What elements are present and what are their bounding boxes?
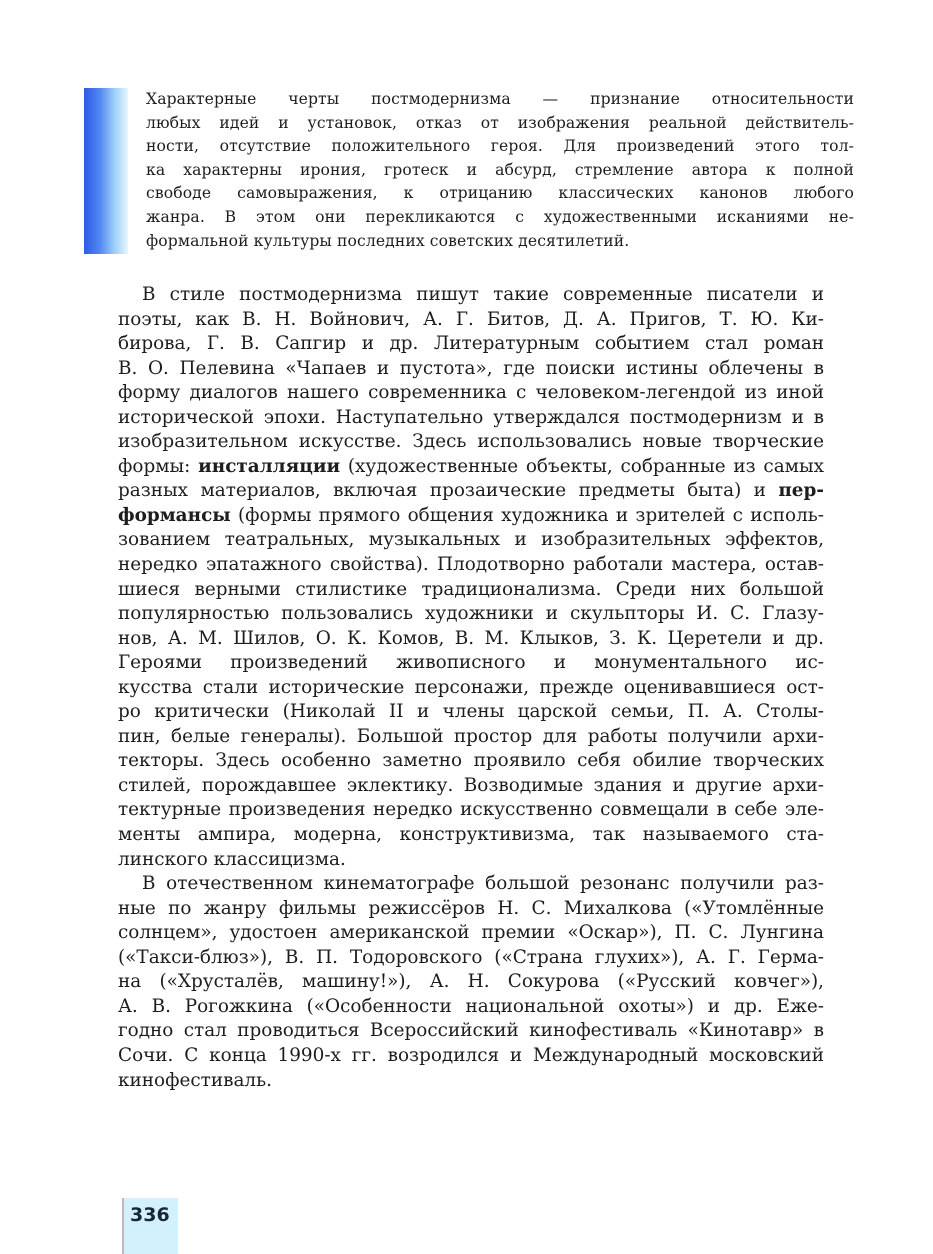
text-line xyxy=(118,308,824,333)
text-segment: ные по жанру фильмы режиссёров Н. С. Михалкова («Утомлённые xyxy=(118,897,824,919)
text-segment: изобразительном искусстве. Здесь использовались новые творческие xyxy=(118,431,824,453)
text-segment: кинофестиваль. xyxy=(118,1069,272,1091)
text-line xyxy=(118,946,824,971)
text-line xyxy=(118,455,824,480)
text-segment: линского классицизма. xyxy=(118,848,346,870)
text-segment: (художественные объекты, собранные из самых xyxy=(340,455,824,477)
text-segment: В стиле постмодернизма пишут такие современные писатели и xyxy=(142,284,824,305)
text-line xyxy=(118,700,824,725)
note-line: Характерные черты постмодернизма — признание относительности xyxy=(146,90,854,108)
note-line: жанра. В этом они перекликаются с художественными исканиями не- xyxy=(146,207,854,226)
text-segment: нов, А. М. Шилов, О. К. Комов, В. М. Клыков, З. К. Церетели и др. xyxy=(118,627,824,649)
text-segment: поэты, как В. Н. Войнович, А. Г. Битов, Д. А. Пригов, Т. Ю. Ки- xyxy=(118,308,824,330)
text-line xyxy=(118,848,824,873)
text-segment: Героями произведений живописного и монументального ис- xyxy=(118,652,824,674)
text-segment: ро критически (Николай II и члены царской семьи, П. А. Столы- xyxy=(118,701,824,723)
text-segment: годно стал проводиться Всероссийский кинофестиваль «Кинотавр» в xyxy=(118,1020,824,1042)
term-bold: инсталляции xyxy=(198,455,341,477)
text-line xyxy=(118,774,824,799)
text-line xyxy=(118,627,824,652)
text-line xyxy=(118,798,824,823)
text-segment: («Такси-блюз»), В. П. Тодоровского («Страна глухих»), А. Г. Герма- xyxy=(118,946,824,968)
note-text xyxy=(146,88,854,253)
text-segment: (формы прямого общения художника и зрителей с исполь- xyxy=(230,504,824,526)
text-line xyxy=(118,651,824,676)
sidebar-note xyxy=(84,88,854,256)
text-segment: В отечественном кинематографе большой резонанс получили раз- xyxy=(142,873,824,895)
note-line: ности, отсутствие положительного героя. Для произведений этого тол- xyxy=(146,137,854,156)
text-line xyxy=(118,332,824,357)
text-line xyxy=(118,823,824,848)
text-segment: зованием театральных, музыкальных и изобразительных эффектов, xyxy=(118,529,824,551)
text-line xyxy=(118,553,824,578)
text-segment: В. О. Пелевина «Чапаев и пустота», где поиски истины облечены в xyxy=(118,357,824,379)
text-line xyxy=(118,921,824,946)
text-segment: текторы. Здесь особенно заметно проявило себя обилие творческих xyxy=(118,750,824,772)
text-segment: на («Хрусталёв, машину!»), А. Н. Сокурова («Русский ковчег»), xyxy=(118,971,824,993)
text-line xyxy=(118,970,824,995)
body-text xyxy=(118,283,824,1093)
text-segment: тектурные произведения нередко искусственно совмещали в себе эле- xyxy=(118,799,824,821)
text-segment: шиеся верными стилистике традиционализма. Среди них большой xyxy=(118,578,824,600)
text-line xyxy=(118,479,824,504)
text-segment: бирова, Г. В. Сапгир и др. Литературным событием стал роман xyxy=(118,333,824,355)
note-accent-bar xyxy=(84,88,128,254)
text-segment: стилей, порождавшее эклектику. Возводимые здания и другие архи- xyxy=(118,774,824,796)
text-line xyxy=(118,602,824,627)
text-line xyxy=(118,1044,824,1069)
note-line: формальной культуры последних советских десятилетий. xyxy=(146,231,630,250)
page-number-tab xyxy=(122,1198,178,1254)
text-segment: нередко эпатажного свойства). Плодотворно работали мастера, остав- xyxy=(118,554,824,576)
text-segment: кусства стали исторические персонажи, прежде оценивавшиеся ост- xyxy=(118,676,824,698)
page-number: 336 xyxy=(130,1204,170,1226)
text-line xyxy=(118,676,824,701)
text-segment: разных материалов, включая прозаические предметы быта) и xyxy=(118,480,779,502)
text-line xyxy=(118,357,824,382)
text-segment: А. В. Рогожкина («Особенности национальной охоты») и др. Еже- xyxy=(118,995,824,1017)
text-line xyxy=(118,578,824,603)
text-segment: солнцем», удостоен американской премии «Оскар»), П. С. Лунгина xyxy=(118,922,824,944)
text-line xyxy=(118,725,824,750)
text-segment: Сочи. С конца 1990-х гг. возродился и Международный московский xyxy=(118,1044,824,1066)
note-line: ка характерны ирония, гротеск и абсурд, стремление автора к полной xyxy=(146,160,854,179)
text-line xyxy=(118,1019,824,1044)
text-segment: исторической эпохи. Наступательно утверждался постмодернизм и в xyxy=(118,406,824,428)
text-line xyxy=(118,283,824,308)
text-line xyxy=(118,528,824,553)
text-line xyxy=(118,749,824,774)
note-line: свободе самовыражения, к отрицанию классических канонов любого xyxy=(146,184,854,203)
term-bold: пер- xyxy=(778,480,824,502)
text-line xyxy=(118,995,824,1020)
text-line xyxy=(118,1069,824,1094)
text-segment: популярностью пользовались художники и скульпторы И. С. Глазу- xyxy=(118,603,824,625)
note-line: любых идей и установок, отказ от изображения реальной действитель- xyxy=(146,113,854,132)
text-segment: пин, белые генералы). Большой простор для работы получили архи- xyxy=(118,725,824,747)
text-segment: формы: xyxy=(118,455,199,477)
term-bold: формансы xyxy=(118,504,231,526)
text-line xyxy=(118,381,824,406)
text-segment: форму диалогов нашего современника с человеком-легендой из иной xyxy=(118,382,824,404)
text-line xyxy=(118,430,824,455)
text-segment: менты ампира, модерна, конструктивизма, так называемого ста- xyxy=(118,824,824,846)
text-line xyxy=(118,897,824,922)
text-line xyxy=(118,406,824,431)
text-line xyxy=(118,504,824,529)
text-line xyxy=(118,872,824,897)
